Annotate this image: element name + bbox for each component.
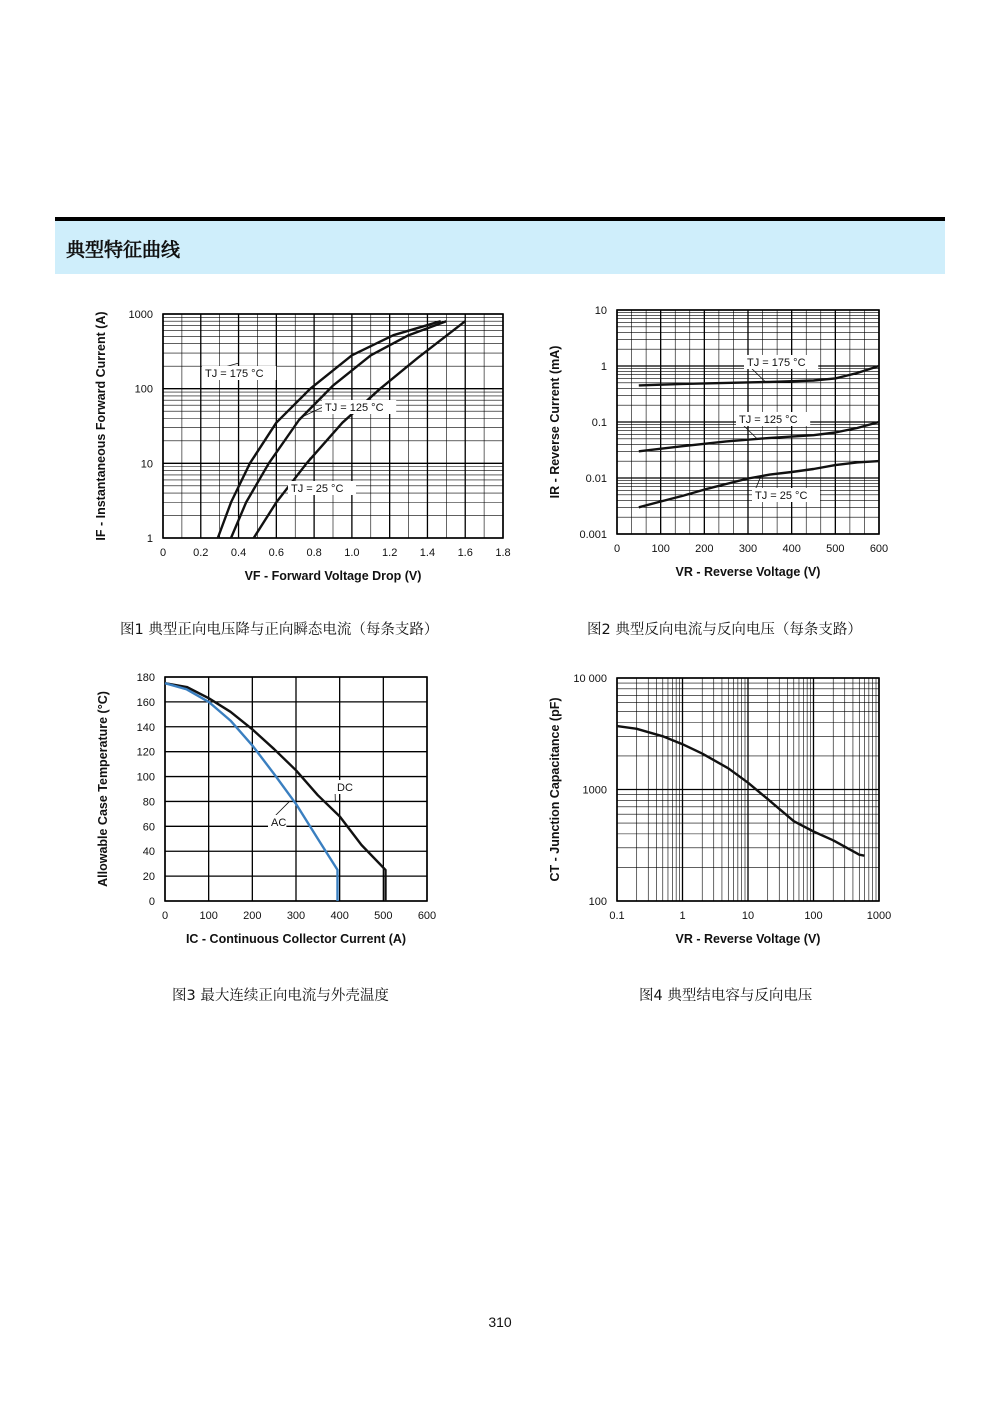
y-tick-label: 1 — [146, 533, 153, 545]
y-tick-label: 10 000 — [573, 673, 607, 685]
section-title: 典型特征曲线 — [66, 239, 181, 261]
x-tick-label: 1.4 — [419, 547, 436, 559]
y-tick-label: 160 — [136, 696, 155, 709]
series-annotation: TJ = 175 °C — [747, 357, 806, 369]
x-tick-label: 1 — [679, 910, 686, 922]
y-tick-label: 1000 — [128, 309, 153, 321]
y-tick-label: 1000 — [582, 784, 607, 797]
x-tick-label: 0 — [159, 547, 167, 559]
y-tick-label: 100 — [134, 383, 153, 396]
caption-fig4: 图4 典型结电容与反向电压 — [639, 988, 813, 1004]
series-annotation: TJ = 125 °C — [325, 402, 384, 414]
x-axis-label: IC - Continuous Collector Current (A) — [185, 932, 407, 946]
x-tick-label: 0 — [613, 543, 621, 555]
x-axis-label: VR - Reverse Voltage (V) — [675, 565, 821, 579]
y-tick-label: 1 — [600, 361, 607, 373]
x-tick-label: 200 — [695, 543, 714, 555]
x-axis-label: VR - Reverse Voltage (V) — [675, 932, 821, 946]
x-tick-label: 300 — [286, 910, 306, 922]
x-tick-label: 1.6 — [457, 547, 473, 559]
caption-fig2: 图2 典型反向电流与反向电压（每条支路） — [587, 622, 862, 638]
x-tick-label: 10 — [741, 910, 755, 922]
y-tick-label: 80 — [142, 796, 155, 809]
y-tick-label: 0.01 — [585, 473, 607, 485]
caption-fig3: 图3 最大连续正向电流与外壳温度 — [172, 988, 389, 1004]
series-line — [218, 321, 441, 538]
chart-fig1-forward-voltage — [85, 298, 511, 598]
x-tick-label: 100 — [651, 543, 670, 555]
series-line — [617, 726, 865, 856]
x-tick-label: 400 — [782, 543, 801, 555]
y-tick-label: 60 — [142, 821, 155, 834]
x-tick-label: 600 — [417, 910, 437, 922]
x-tick-label: 300 — [738, 543, 758, 555]
x-tick-label: 400 — [330, 910, 349, 922]
y-axis-label: IR - Reverse Current (mA) — [548, 345, 562, 499]
y-tick-label: 20 — [142, 871, 155, 884]
x-tick-label: 1.0 — [344, 547, 360, 559]
y-axis-label: CT - Junction Capacitance (pF) — [548, 697, 562, 882]
y-tick-label: 0.1 — [591, 417, 607, 429]
y-tick-label: 0.001 — [579, 529, 607, 541]
series-annotation: TJ = 25 °C — [755, 490, 808, 502]
y-tick-label: 140 — [136, 721, 155, 734]
x-tick-label: 1.2 — [382, 547, 398, 559]
grid — [163, 314, 503, 538]
y-tick-label: 0 — [148, 896, 155, 908]
x-tick-label: 0.2 — [193, 547, 209, 559]
x-tick-label: 500 — [826, 543, 845, 555]
section-header — [55, 221, 945, 274]
x-tick-label: 0.4 — [230, 547, 247, 559]
x-tick-label: 0.6 — [268, 547, 284, 559]
series-line — [639, 422, 879, 451]
x-tick-label: 1.8 — [495, 547, 511, 559]
y-tick-label: 40 — [142, 846, 155, 859]
y-tick-label: 10 — [140, 458, 153, 471]
y-tick-label: 100 — [588, 896, 607, 908]
x-tick-label: 0.1 — [609, 910, 625, 922]
y-axis-label: Allowable Case Temperature (°C) — [96, 691, 110, 887]
x-tick-label: 100 — [804, 910, 823, 922]
page-number: 310 — [488, 1314, 512, 1330]
series-line — [254, 321, 466, 538]
grid — [617, 678, 879, 901]
x-tick-label: 0.8 — [306, 547, 322, 559]
x-tick-label: 200 — [243, 910, 262, 922]
y-tick-label: 180 — [136, 672, 155, 684]
x-axis-label: VF - Forward Voltage Drop (V) — [244, 569, 422, 583]
chart-fig2-reverse-current — [535, 298, 945, 598]
series-annotation: TJ = 125 °C — [739, 414, 798, 426]
x-tick-label: 0 — [161, 910, 169, 922]
series-annotation: TJ = 25 °C — [291, 483, 344, 495]
series-line — [165, 683, 338, 901]
y-tick-label: 100 — [136, 771, 155, 784]
y-axis-label: IF - Instantaneous Forward Current (A) — [94, 311, 108, 541]
y-tick-label: 10 — [594, 305, 607, 317]
chart-fig3-case-temperature — [85, 664, 495, 964]
chart-fig4-junction-capacitance — [535, 664, 945, 964]
caption-fig1: 图1 典型正向电压降与正向瞬态电流（每条支路） — [120, 622, 439, 638]
grid — [165, 677, 427, 901]
series-annotation: AC — [271, 817, 287, 829]
series-line — [231, 321, 446, 538]
series-annotation: DC — [337, 782, 353, 794]
x-tick-label: 100 — [199, 910, 218, 922]
x-tick-label: 600 — [869, 543, 889, 555]
y-tick-label: 120 — [136, 746, 155, 759]
x-tick-label: 500 — [374, 910, 393, 922]
x-tick-label: 1000 — [866, 910, 892, 922]
series-annotation: TJ = 175 °C — [205, 368, 264, 380]
